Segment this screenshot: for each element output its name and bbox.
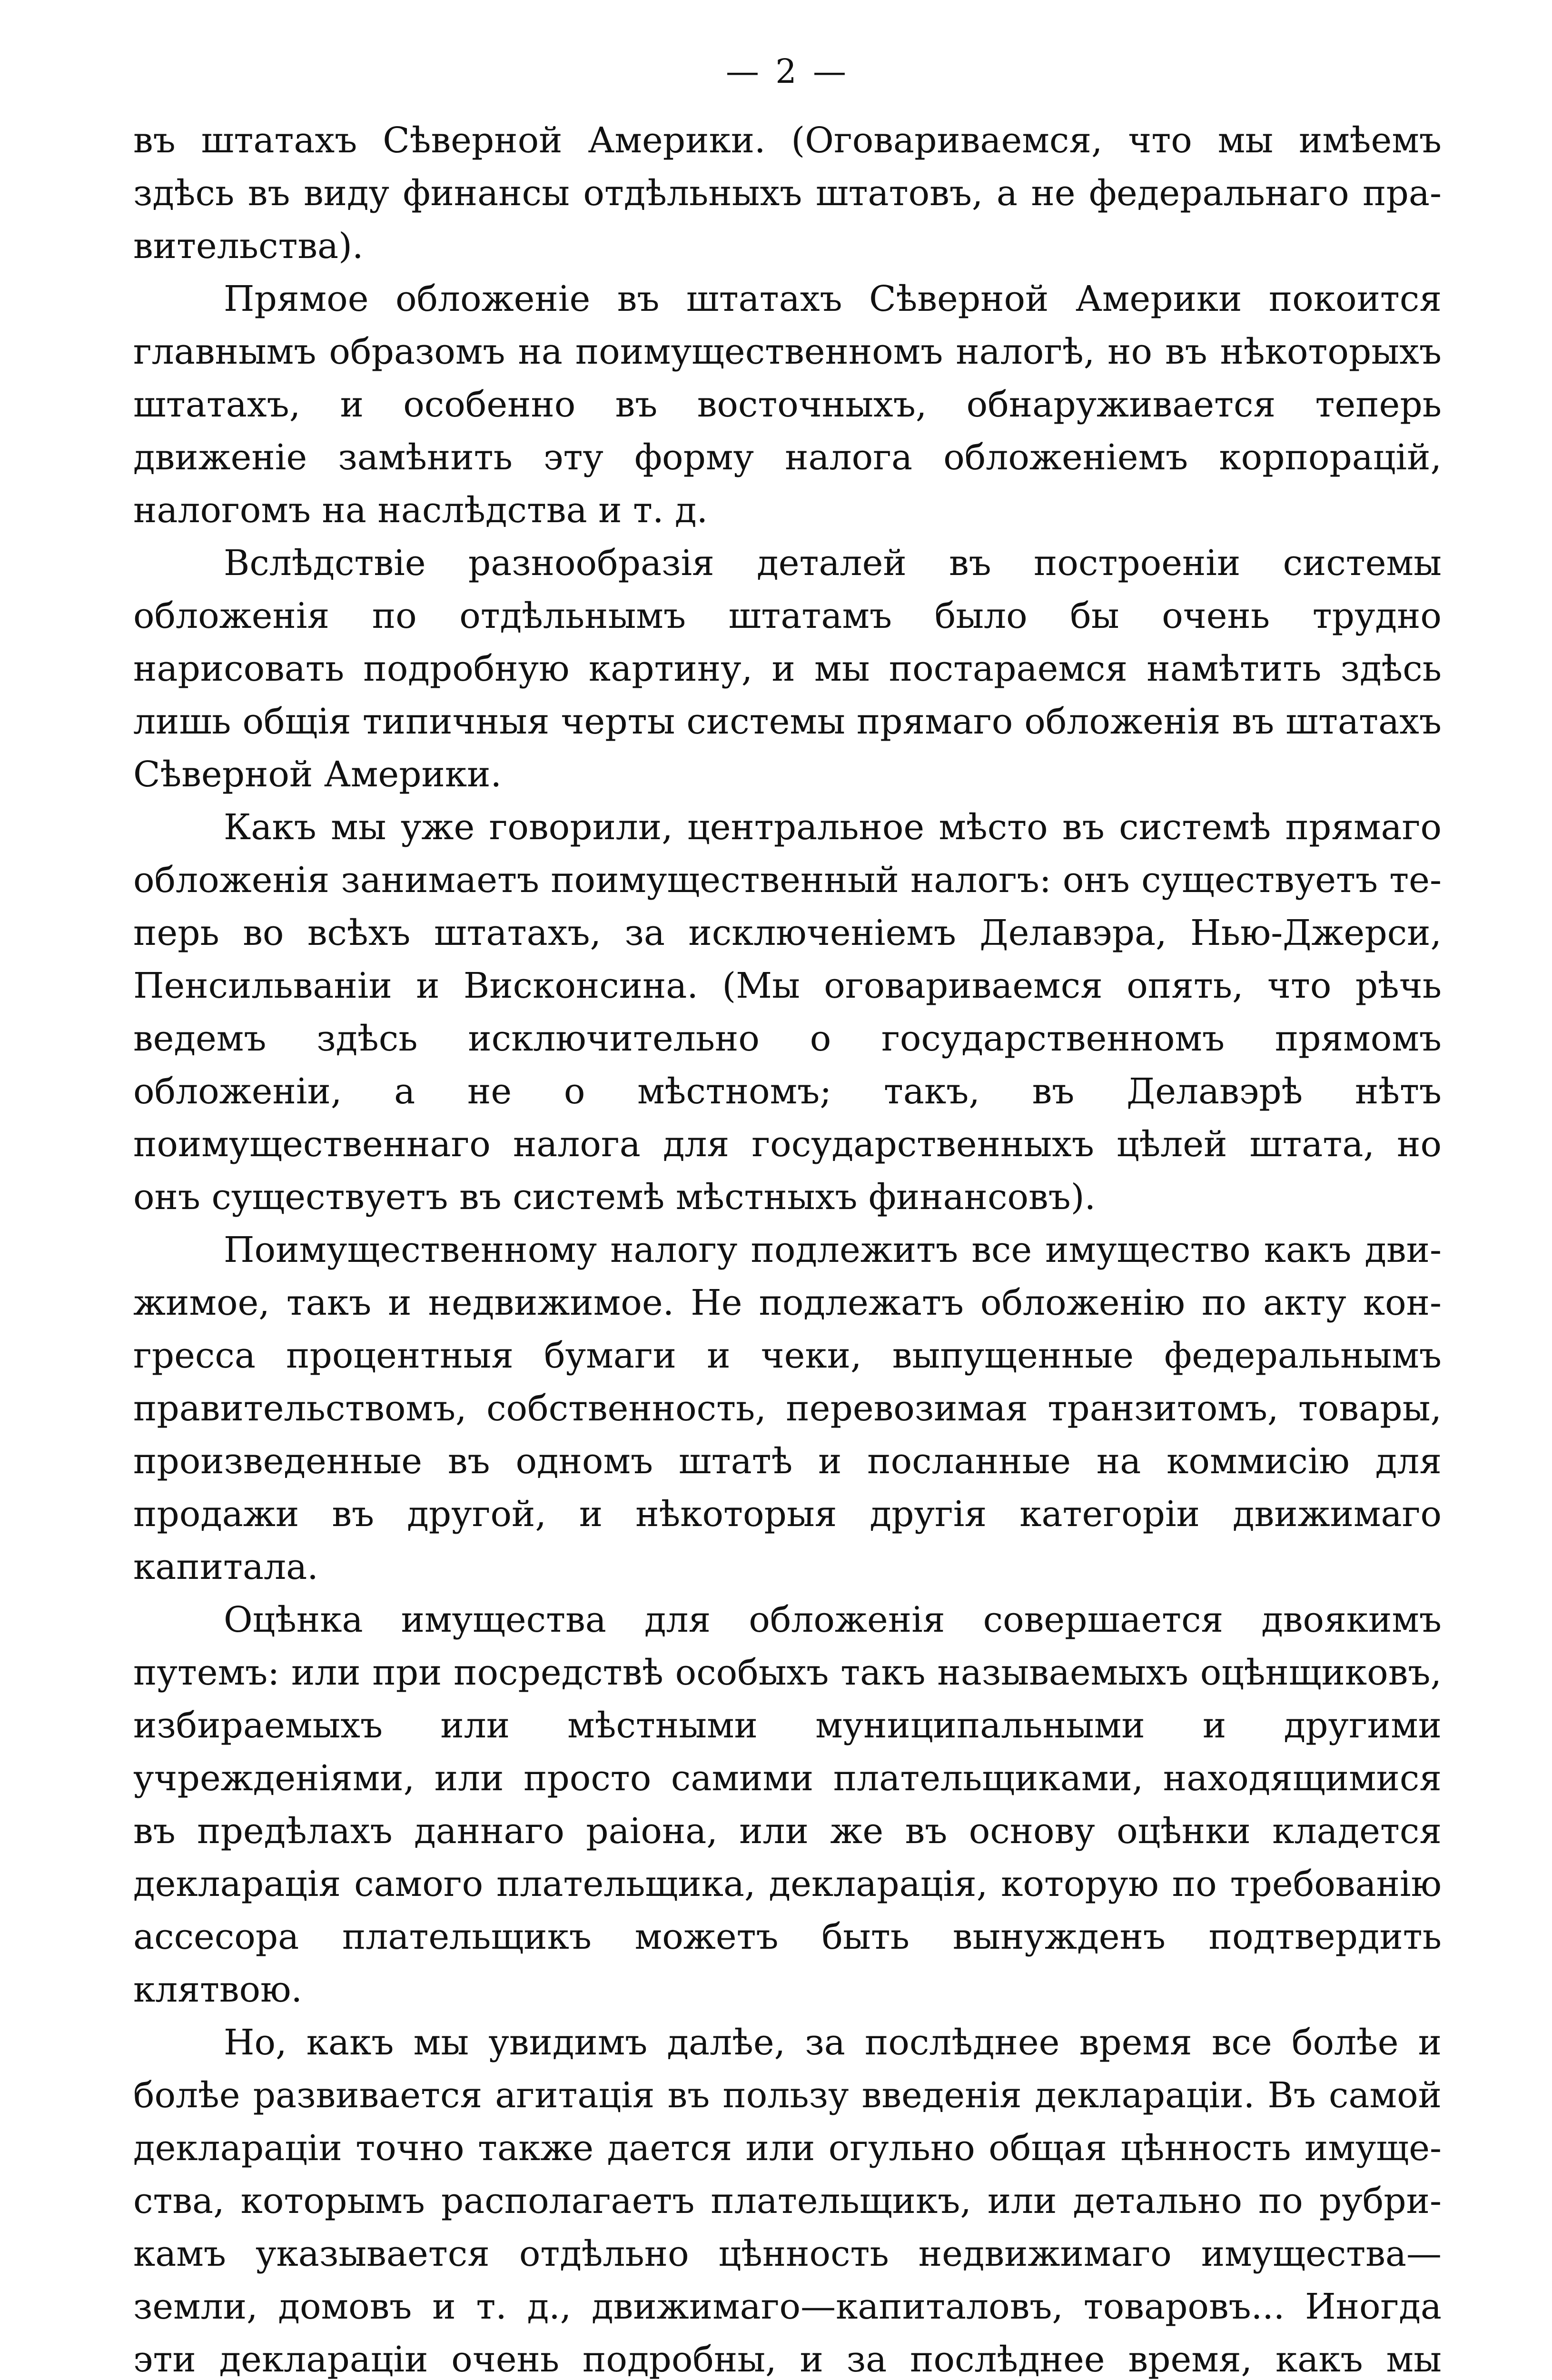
paragraph-diversity-of-details: Вслѣдствіе разнообразія деталей въ построеніи системы обложенія по отдѣльнымъ штатамъ было бы очень трудно нарисовать подробную картину, и мы постараемся намѣтить здѣсь лишь общія типичныя черты системы прямаго обложенія въ штатахъ Сѣверной Америки.	[133, 543, 1442, 795]
paragraph-property-tax-central: Какъ мы уже говорили, центральное мѣсто въ системѣ прямаго обложенія занимаетъ поимущественный налогъ: онъ существуетъ теперь во всѣхъ штатахъ, за исключеніемъ Делавэра, Нью-Джерси, Пенсильваніи и Висконсина. (Мы оговариваемся опять, что рѣчь ведемъ здѣсь исключительно о государственномъ прямомъ обложеніи, а не о мѣстномъ; такъ, въ Делавэрѣ нѣтъ поимущественнаго налога для государственныхъ цѣлей штата, но онъ существуетъ въ системѣ мѣстныхъ финансовъ).	[133, 807, 1442, 1218]
paragraph-direct-taxation: Прямое обложеніе въ штатахъ Сѣверной Америки покоится главнымъ образомъ на поимущественномъ налогѣ, но въ нѣкоторыхъ штатахъ, и особенно въ восточныхъ, обнаруживается теперь движеніе замѣнить эту форму налога обложеніемъ корпорацій, налогомъ на наслѣдства и т. д.	[133, 278, 1442, 531]
page-number: — 2 —	[725, 52, 850, 91]
paragraph-taxable-property: Поимущественному налогу подлежитъ все имущество какъ движимое, такъ и недвижимое. Не подлежатъ обложенію по акту конгресса процентныя бумаги и чеки, выпущенные федеральнымъ правительствомъ, собственность, перевозимая транзитомъ, товары, произведенные въ одномъ штатѣ и посланные на коммисію для продажи въ другой, и нѣкоторыя другія категоріи движимаго капитала.	[133, 1230, 1442, 1587]
paragraph-declaration-agitation: Но, какъ мы увидимъ далѣе, за послѣднее время все болѣе и болѣе развивается агитація въ пользу введенія деклараціи. Въ самой деклараціи точно также дается или огульно общая цѣнность имущества, которымъ располагаетъ плательщикъ, или детально по рубрикамъ указывается отдѣльно цѣнность недвижимаго имущества—земли, домовъ и т. д., движимаго—капиталовъ, товаровъ... Иногда эти деклараціи очень подробны, и за послѣднее время, какъ мы	[133, 2022, 1442, 2380]
paragraph-continuation: въ штатахъ Сѣверной Америки. (Оговариваемся, что мы имѣемъ здѣсь въ виду финансы отдѣльныхъ штатовъ, а не федеральнаго правительства).	[133, 120, 1442, 267]
paragraph-property-assessment: Оцѣнка имущества для обложенія совершается двоякимъ путемъ: или при посредствѣ особыхъ такъ называемыхъ оцѣнщиковъ, избираемыхъ или мѣстными муниципальными и другими учрежденіями, или просто самими плательщиками, находящимися въ предѣлахъ даннаго раіона, или же въ основу оцѣнки кладется декларація самого плательщика, декларація, которую по требованію ассесора плательщикъ можетъ быть вынужденъ подтвердить клятвою.	[133, 1599, 1442, 2010]
